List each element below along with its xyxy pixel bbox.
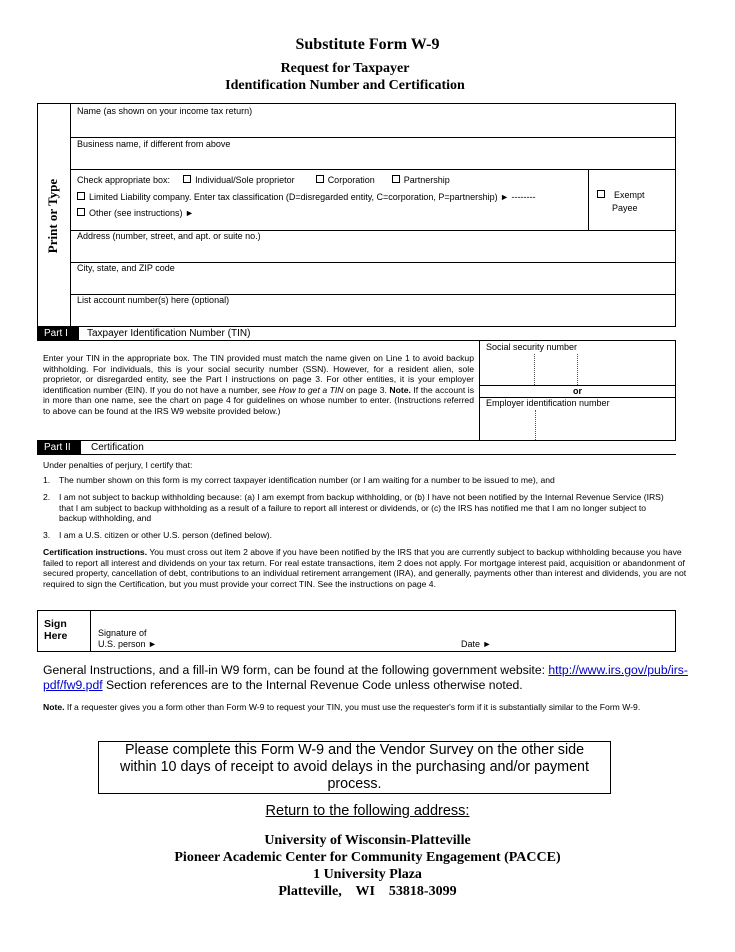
certification-item-1: 1. The number shown on this form is my correct taxpayer identification number (or I am waiting for a number to be issued to me), and xyxy=(43,475,555,485)
date-label: Date ► xyxy=(461,639,492,649)
address-line-1: University of Wisconsin-Platteville xyxy=(264,833,471,848)
individual-checkbox[interactable]: Individual/Sole proprietor xyxy=(183,175,295,185)
checkbox-icon xyxy=(392,175,400,183)
account-numbers-field[interactable] xyxy=(70,295,675,326)
ssn-label: Social security number xyxy=(486,342,578,352)
part-2-tag: Part II xyxy=(37,441,81,454)
return-address xyxy=(0,832,735,900)
corporation-checkbox[interactable]: Corporation xyxy=(316,175,375,185)
completion-notice: Please complete this Form W-9 and the Vendor Survey on the other side within 10 days of receipt to avoid delays in the purchasing and/or payment process. xyxy=(120,742,589,792)
form-subtitle-2: Identification Number and Certification xyxy=(225,78,465,93)
exempt-payee-checkbox[interactable]: Exempt Payee xyxy=(597,190,675,214)
other-checkbox[interactable]: Other (see instructions) ► xyxy=(77,208,194,219)
certification-instructions: Certification instructions. You must cross out item 2 above if you have been notified by the IRS that you are currently subject to backup withholding because you have failed to report all interest and dividends on your tax return. For real estate transactions, item 2 does not apply. For mortgage interest paid, acquisition or abandonment of secured property, cancellation of debt, contributions to an individual retirement arrangement (IRA), and generally, payments other than interest and dividends, you are not required to sign the Certification, but you must provide your correct TIN. See the instructions on page 4. xyxy=(43,547,687,589)
name-field[interactable] xyxy=(70,104,675,137)
checkbox-icon xyxy=(77,208,85,216)
address-line-2: Pioneer Academic Center for Community Engagement (PACCE) xyxy=(174,850,561,865)
ein-input[interactable] xyxy=(480,410,675,440)
certification-item-2: 2. I am not subject to backup withholding because: (a) I am exempt from backup withholding, or (b) I have not been notified by the Internal Revenue Service (IRS) that I am subject to backup withholding as a result of a failure to report all interest or dividends, or (c) the IRS has notified me that I am no longer subject to backup withholding, and xyxy=(43,492,664,523)
checkbox-icon xyxy=(183,175,191,183)
classification-row xyxy=(77,175,450,186)
certification-item-3: 3. I am a U.S. citizen or other U.S. person (defined below). xyxy=(43,530,273,540)
certification-intro: Under penalties of perjury, I certify that: xyxy=(43,460,193,470)
signature-field[interactable] xyxy=(91,611,675,651)
check-label: Check appropriate box: xyxy=(77,175,171,185)
address-line-4: Platteville, WI 53818-3099 xyxy=(278,884,457,899)
address-field[interactable] xyxy=(70,231,675,262)
form-title: Substitute Form W-9 xyxy=(295,36,440,53)
name-label: Name (as shown on your income tax return) xyxy=(77,106,253,116)
checkbox-icon xyxy=(597,190,605,198)
business-name-label: Business name, if different from above xyxy=(77,139,231,149)
print-or-type-label: Print or Type xyxy=(45,178,60,254)
business-name-field[interactable] xyxy=(70,138,675,169)
irs-w9-link[interactable]: http://www.irs.gov/pub/irs-pdf/fw9.pdf xyxy=(43,663,688,692)
ein-label: Employer identification number xyxy=(486,398,610,408)
ssn-input[interactable] xyxy=(480,354,675,385)
tin-instructions: Enter your TIN in the appropriate box. The TIN provided must match the name given on Line 1 to avoid backup withholding. For individuals, this is your social security number (SSN). However, for a resident alien, sole proprietor, or disregarded entity, see the Part I instructions on page 3. For other entities, it is your employer identification number (EIN). If you do not have a number, see How to get a TIN on page 3. Note. If the account is in more than one name, see the chart on page 4 for guidelines on whose number to enter. (Instructions referred to above can be found at the IRS W9 website provided below.) xyxy=(43,353,475,416)
checkbox-icon xyxy=(77,192,85,200)
or-label: or xyxy=(573,386,582,396)
part-2-title: Certification xyxy=(91,442,144,453)
general-instructions: General Instructions, and a fill-in W9 form, can be found at the following government website: http://www.irs.gov/pub/irs-pdf/fw9.pdf Section references are to the Internal Revenue Code unless otherwise noted. xyxy=(43,663,688,692)
signature-label: Signature of U.S. person ► xyxy=(98,628,157,649)
part-1-tag: Part I xyxy=(37,327,79,340)
form-subtitle-1: Request for Taxpayer xyxy=(280,61,410,76)
requester-note: Note. If a requester gives you a form other than Form W-9 to request your TIN, you must use the requester's form if it is substantially similar to the Form W-9. xyxy=(43,702,641,712)
sign-label: Sign Here xyxy=(44,618,68,642)
checkbox-icon xyxy=(316,175,324,183)
partnership-checkbox[interactable]: Partnership xyxy=(392,175,450,185)
address-label: Address (number, street, and apt. or suite no.) xyxy=(77,231,261,241)
part-1-title: Taxpayer Identification Number (TIN) xyxy=(87,328,251,339)
llc-checkbox[interactable]: Limited Liability company. Enter tax classification (D=disregarded entity, C=corporation, P=partnership) ► -------- xyxy=(77,192,536,203)
city-state-zip-field[interactable] xyxy=(70,263,675,294)
return-address-label: Return to the following address: xyxy=(265,803,470,819)
account-label: List account number(s) here (optional) xyxy=(77,295,230,305)
city-label: City, state, and ZIP code xyxy=(77,263,175,273)
address-line-3: 1 University Plaza xyxy=(313,867,422,882)
